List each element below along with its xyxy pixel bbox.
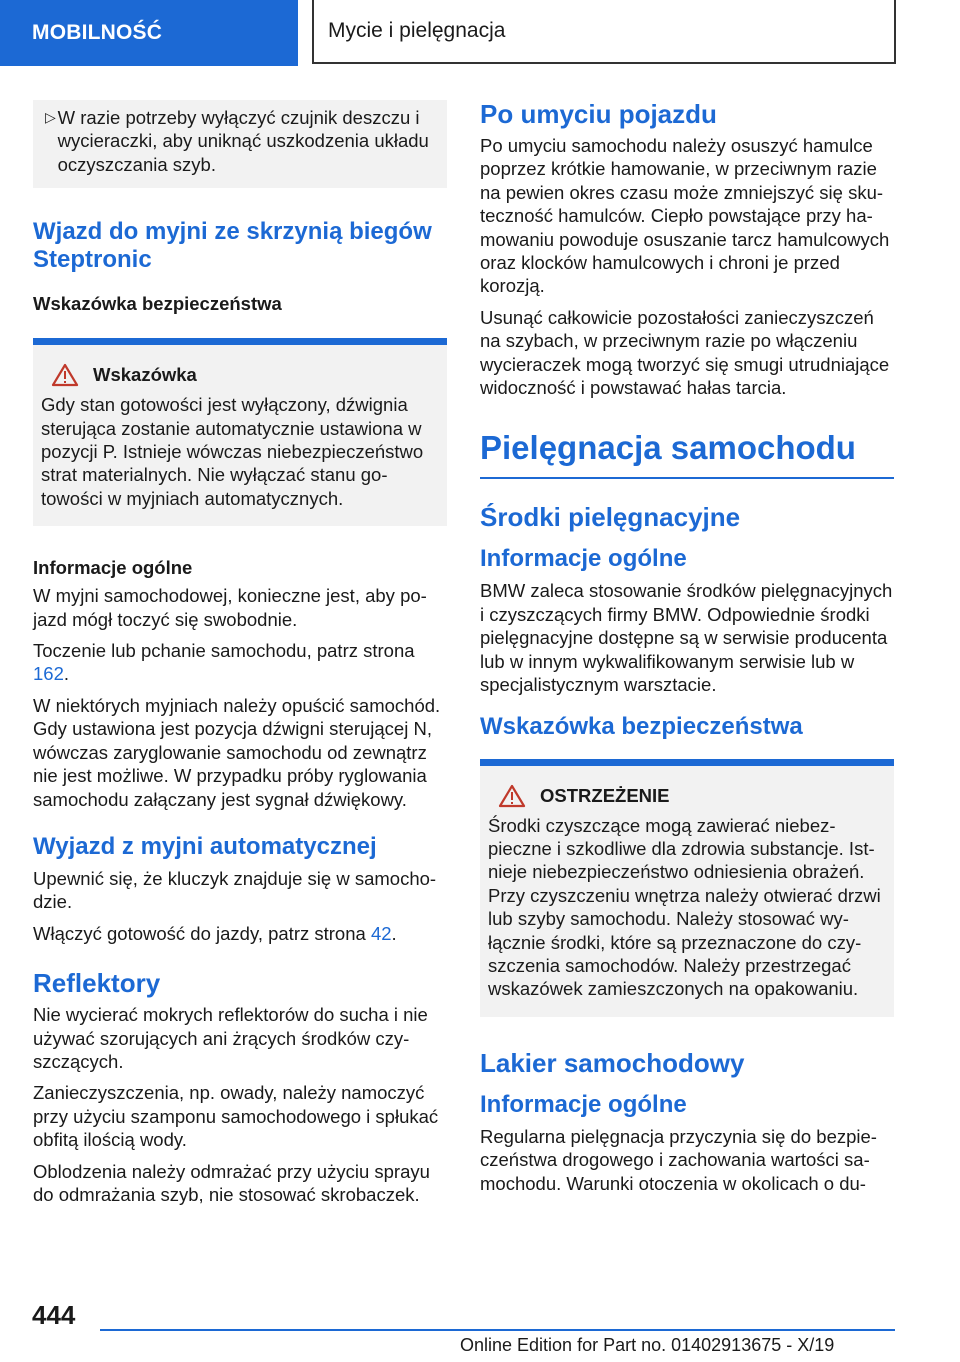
warning-box: [33, 338, 447, 526]
warning-triangle-icon: [498, 784, 526, 808]
bullet-text: W razie potrzeby wyłączyć czujnik deszczu i wycieraczki, aby uniknąć uszkodzenia układu oczyszczania szyb.: [57, 107, 429, 175]
subheading-info: Informacje ogólne: [33, 557, 193, 579]
paragraph: BMW zaleca stosowanie środków pielęgnacyjnych i czyszczących firmy BMW. Odpowiednie środki pielęgnacyjne dostępne są w serwisie producenta lub w innym wykwalifikowanym serwisie lub w specjalistycznym warsztacie.: [480, 580, 893, 696]
page-header: [0, 0, 960, 66]
paragraph: Zanieczyszczenia, np. owady, należy namoczyć przy użyciu szamponu samochodowego i spłukać obfitą ilością wody.: [33, 1082, 439, 1151]
warning-header: [41, 363, 437, 387]
warning-title: OSTRZEŻENIE: [540, 784, 670, 806]
page-link-42[interactable]: 42: [370, 922, 392, 944]
subheading-safety: Wskazówka bezpieczeństwa: [480, 712, 803, 740]
warning-text: Gdy stan gotowości jest wyłączony, dźwignia sterująca zostanie automatycznie ustawiona w pozycji P. Istnieje wówczas niebezpieczeństwo strat materialnych. Nie wyłączać stanu gotowości w myjniach automatycznych.: [41, 394, 424, 509]
section-heading-wyjazd: Wyjazd z myjni automatycznej: [33, 832, 377, 860]
warning-box: [480, 759, 894, 1017]
paragraph-text: Włączyć gotowość do jazdy, patrz strona: [33, 922, 371, 944]
paragraph: Regularna pielęgnacja przyczynia się do bezpieczeństwa drogowego i zachowania wartości samochodu. Warunki otoczenia w okolicach o du-: [480, 1125, 877, 1194]
section-heading-lakier: Lakier samochodowy: [480, 1047, 745, 1078]
warning-header: [488, 784, 884, 808]
paragraph: Oblodzenia należy odmrażać przy użyciu sprayu do odmrażania szyb, nie stosować skrobaczek.: [33, 1160, 430, 1205]
paragraph-with-link: Włączyć gotowość do jazdy, patrz strona 42.: [33, 922, 397, 944]
page-link-162[interactable]: 162: [33, 663, 64, 685]
paragraph: Po umyciu samochodu należy osuszyć hamulce poprzez krótkie hamowanie, w przeciwnym razie na pewien okres czasu może zmniejszyć się skuteczność hamulców. Ciepło powstające przy hamowaniu powoduje osuszanie tarcz hamulcowych oraz klocków hamulcowych i chroni je przed korozją.: [480, 135, 890, 297]
subheading-info: Informacje ogólne: [480, 545, 687, 573]
bullet-box: [33, 100, 447, 188]
chapter-title: Mycie i pielęgnacja: [312, 0, 896, 64]
warning-triangle-icon: [51, 363, 79, 387]
warning-text: Środki czyszczące mogą zawierać niebezpieczne i szkodliwe dla zdrowia substancje. Istnieje niebezpieczeństwo odniesienia obrażeń. Przy czyszczeniu wnętrza należy otwierać drzwi lub szyby samochodu. Należy stosować wyłącznie środki, które są przeznaczone do czyszczenia samochodów. Należy przestrzegać wskazówek zamieszczonych na opakowaniu.: [488, 814, 881, 1000]
page-number: 444: [32, 1300, 76, 1330]
section-heading-reflektory: Reflektory: [33, 968, 161, 999]
section-heading-srodki: Środki pielęgnacyjne: [480, 502, 741, 533]
paragraph: Usunąć całkowicie pozostałości zanieczyszczeń na szybach, w przeciwnym razie po włączeniu wycieraczek mogą tworzyć się smugi utrudniające widoczność i powstawać hałas tarcia.: [480, 306, 890, 399]
bullet-item: [43, 106, 437, 176]
section-tab: MOBILNOŚĆ: [0, 0, 298, 66]
right-column: [480, 100, 894, 1203]
paragraph-with-link: Toczenie lub pchanie samochodu, patrz strona 162.: [33, 640, 415, 685]
chapter-heading-pielegnacja: Pielęgnacja samochodu: [480, 427, 894, 479]
section-heading-po-umyciu: Po umyciu pojazdu: [480, 99, 717, 129]
subheading-info: Informacje ogólne: [480, 1090, 687, 1118]
subheading-safety: Wskazówka bezpieczeństwa: [33, 293, 282, 315]
paragraph: W myjni samochodowej, konieczne jest, aby pojazd mógł toczyć się swobodnie.: [33, 585, 427, 630]
warning-title: Wskazówka: [93, 364, 197, 386]
paragraph: Nie wycierać mokrych reflektorów do sucha i nie używać szorujących ani żrących środków czyszczących.: [33, 1004, 428, 1072]
paragraph: Upewnić się, że kluczyk znajduje się w samochodzie.: [33, 867, 437, 913]
left-column: [33, 100, 447, 1214]
footer-divider: [100, 1329, 895, 1331]
section-heading-wjazd: Wjazd do myjni ze skrzynią biegów Steptronic: [33, 218, 432, 274]
paragraph: W niektórych myjniach należy opuścić samochód. Gdy ustawiona jest pozycja dźwigni sterującej N, wówczas zaryglowanie samochodu od zewnątrz nie jest możliwe. W przypadku próby ryglowania samochodu załączany jest sygnał dźwiękowy.: [33, 694, 441, 810]
edition-text: Online Edition for Part no. 01402913675 - X/19: [460, 1335, 835, 1355]
triangle-right-icon: ▷: [45, 109, 56, 125]
paragraph-text: Toczenie lub pchanie samochodu, patrz strona: [33, 640, 415, 662]
